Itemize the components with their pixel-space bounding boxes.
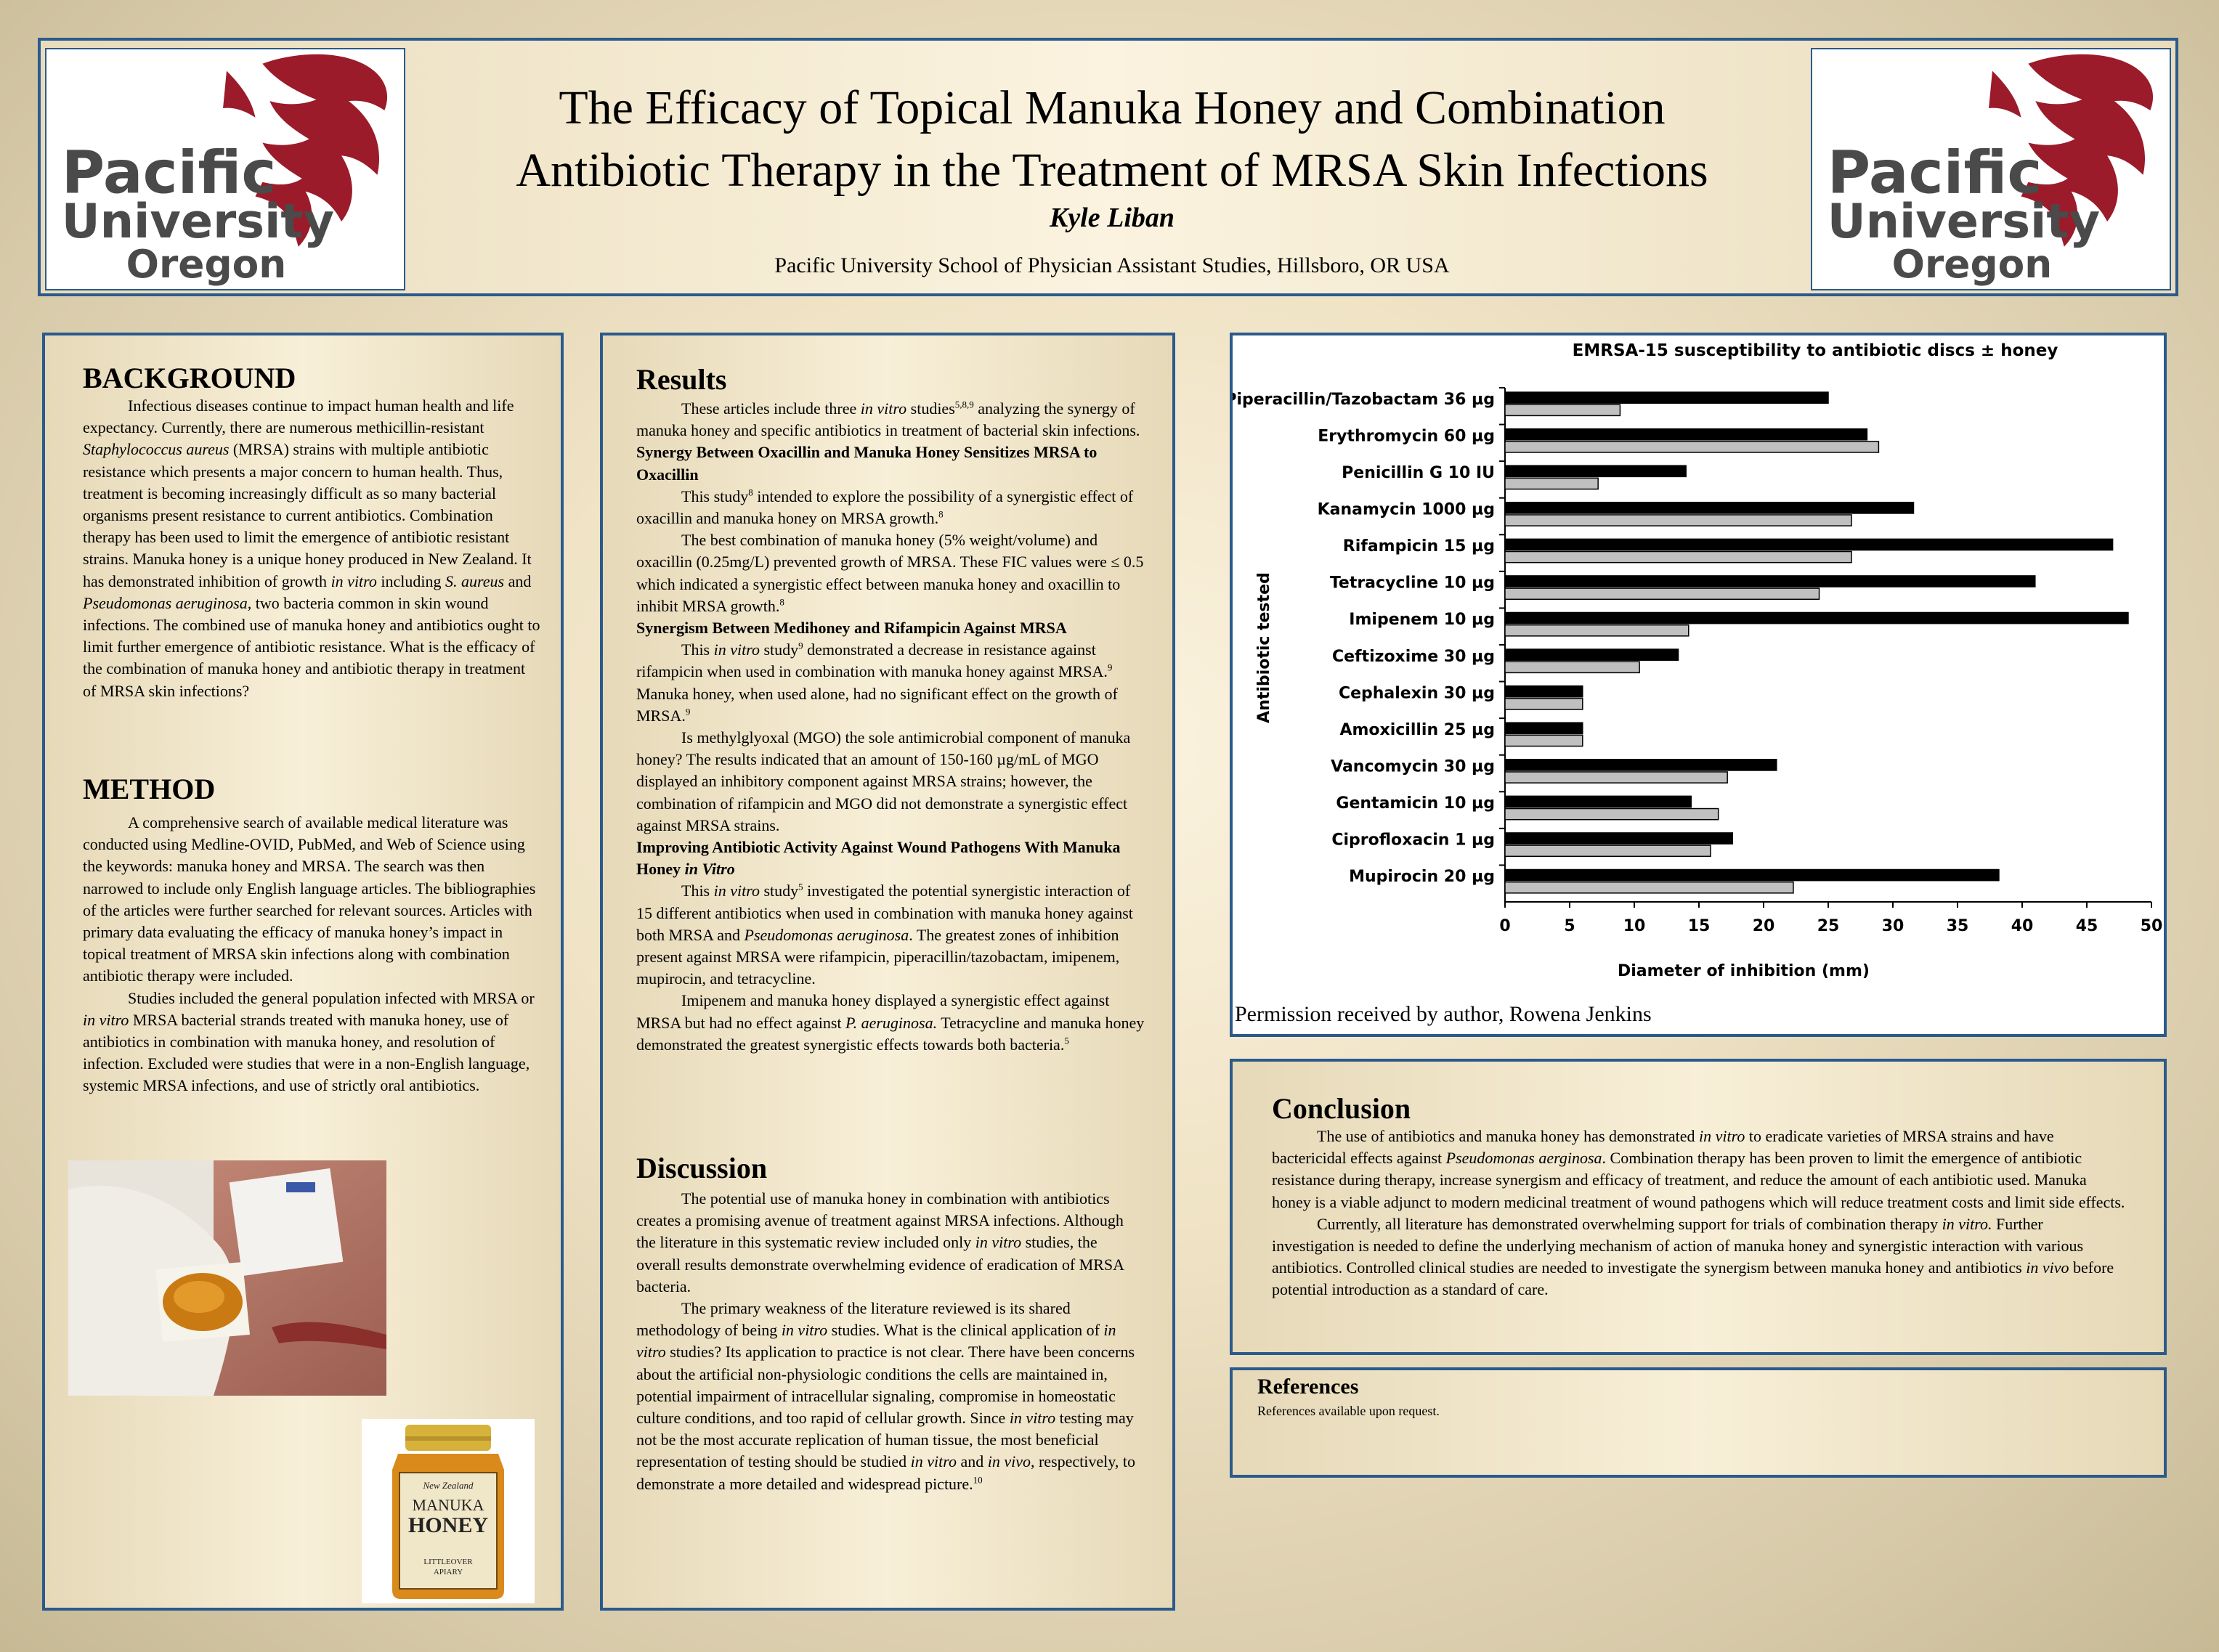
category-label: Imipenem 10 µg <box>1349 611 1495 630</box>
poster-header <box>38 38 2178 296</box>
jar-label-region: New Zealand <box>423 1480 474 1491</box>
bar <box>1505 502 1913 513</box>
pacific-university-logo-right <box>1811 48 2171 290</box>
results-oxacillin-p2: The best combination of manuka honey (5% weight/volume) and oxacillin (0.25mg/L) prevented growth of MRSA. These FIC values were ≤ 0.5 which indicated a synergistic effect between manuka honey and oxacillin to inhibit MRSA growth.$^8$ <box>636 531 1144 615</box>
bar <box>1505 429 1867 440</box>
bar <box>1505 686 1583 697</box>
bar <box>1505 465 1686 476</box>
logo-text-university: University <box>1827 193 2101 249</box>
bar <box>1505 612 2128 623</box>
jar-label-manuka: MANUKA <box>412 1496 484 1514</box>
results-subheading-wound-pathogens: Improving Antibiotic Activity Against Wound Pathogens With Manuka Honey in Vitro <box>636 838 1121 879</box>
results-intro: These articles include three in vitro studies$^{5,8,9}$ analyzing the synergy of manuka honey and specific antibiotics in treatment of bacterial skin infections. <box>636 399 1140 440</box>
left-column <box>42 333 564 1611</box>
references-text: References available upon request. <box>1257 1404 1440 1418</box>
bar <box>1505 833 1732 844</box>
results-heading: Results <box>636 363 727 396</box>
category-label: Amoxicillin 25 µg <box>1339 720 1495 739</box>
category-label: Penicillin G 10 IU <box>1342 463 1495 482</box>
method-heading: METHOD <box>83 773 216 805</box>
background-heading: BACKGROUND <box>83 362 296 394</box>
discussion-heading: Discussion <box>636 1152 768 1184</box>
x-tick-label: 50 <box>2140 917 2163 935</box>
results-wound-p2: Imipenem and manuka honey displayed a synergistic effect against MRSA but had no effect against P. aeruginosa. Tetracycline and manuka honey demonstrated the greatest synergistic effects towards both bacteria.$^5$ <box>636 991 1145 1054</box>
logo-text-pacific: Pacific <box>61 139 277 208</box>
x-tick-label: 5 <box>1564 917 1575 935</box>
category-label: Cephalexin 30 µg <box>1338 684 1495 703</box>
method-text <box>83 812 540 1097</box>
chart-svg <box>1233 335 2164 1001</box>
bar <box>1505 772 1727 783</box>
bar <box>1505 649 1679 660</box>
bar <box>1505 392 1828 403</box>
x-tick-label: 35 <box>1946 917 1969 935</box>
results-rifampicin-p1: This in vitro study$^9$ demonstrated a decrease in resistance against rifampicin when used in combination with manuka honey against MRSA.$^9$ Manuka honey, when used alone, had no significant effect on the growth of MRSA.$^9$ <box>636 640 1118 725</box>
conclusion-panel <box>1230 1059 2167 1355</box>
susceptibility-bar-chart <box>1233 335 2164 1001</box>
manuka-honey-jar-photo <box>362 1419 535 1603</box>
x-tick-label: 40 <box>2011 917 2034 935</box>
bar <box>1505 735 1583 746</box>
permission-note: Permission received by author, Rowena Jenkins <box>1235 1002 1652 1026</box>
x-tick-label: 10 <box>1623 917 1646 935</box>
chart-panel <box>1230 333 2167 1037</box>
method-paragraph-1: A comprehensive search of available medical literature was conducted using Medline-OVID, PubMed, and Web of Science using the keywords: manuka honey and MRSA. The search was then narrowed to include only English language articles. The bibliographies of the articles were further searched for relevant sources. Articles with primary data evaluating the efficacy of manuka honey’s impact in topical treatment of MRSA skin infections along with combination antibiotic therapy were included. <box>83 813 536 985</box>
x-tick-label: 45 <box>2075 917 2098 935</box>
results-wound-p1: This in vitro study$^5$ investigated the potential synergistic interaction of 15 different antibiotics when used in combination with manuka honey against both MRSA and Pseudomonas aeruginosa. The greatest zones of inhibition present against MRSA were rifampicin, piperacillin/tazobactam, imipenem, mupirocin, and tetracycline. <box>636 882 1133 988</box>
conclusion-text <box>1272 1126 2129 1301</box>
background-paragraph: Infectious diseases continue to impact human health and life expectancy. Currently, there are numerous methicillin-resistant Staphylococcus aureus (MRSA) strains with multiple antibiotic resistance which presents a major concern to human health. Thus, treatment is becoming increasingly difficult as so many bacterial organisms present resistance to current antibiotics. Combination therapy has been used to limit the emergence of antibiotic resistant strains. Manuka honey is a unique honey produced in New Zealand. It has demonstrated inhibition of growth in vitro including S. aureus and Pseudomonas aeruginosa, two bacteria common in skin wound infections. The combined use of manuka honey and antibiotics ought to limit further emergence of antibiotic resistance. What is the efficacy of the combination of manuka honey and antibiotic therapy in treatment of MRSA skin infections? <box>83 396 540 700</box>
x-tick-label: 20 <box>1752 917 1775 935</box>
pacific-university-logo-left <box>45 48 405 290</box>
bar <box>1505 625 1689 636</box>
discussion-p2: The primary weakness of the literature reviewed is its shared methodology of being in vitro studies. What is the clinical application of in vitro studies? Its application to practice is not clear. There have been concerns about the artificial non-physiologic conditions the cells are maintained in, potential impairment of intracellular signaling, compromise in homeostatic culture conditions, and too rapid of cellular growth. Since in vitro testing may not be the most accurate replication of human tissue, the most beneficial representation of testing should be studied in vitro and in vivo, respectively, to demonstrate a more detailed and widespread picture.$^{10}$ <box>636 1299 1135 1493</box>
chart-title: EMRSA-15 susceptibility to antibiotic discs ± honey <box>1572 341 2058 360</box>
bar <box>1505 442 1878 452</box>
category-label: Ceftizoxime 30 µg <box>1331 647 1495 666</box>
logo-text-university: University <box>61 193 335 249</box>
logo-text-oregon: Oregon <box>1891 241 2053 288</box>
category-label: Mupirocin 20 µg <box>1349 868 1495 887</box>
bar <box>1505 539 2113 550</box>
jar-label-apiary-1: LITTLEOVER <box>423 1558 473 1566</box>
logo-graphic <box>46 49 404 289</box>
results-subheading-oxacillin: Synergy Between Oxacillin and Manuka Honey Sensitizes MRSA to Oxacillin <box>636 443 1098 484</box>
bar <box>1505 699 1583 709</box>
x-axis-title: Diameter of inhibition (mm) <box>1618 962 1870 980</box>
background-text <box>83 395 540 702</box>
bar <box>1505 760 1777 770</box>
category-label: Kanamycin 1000 µg <box>1317 500 1495 519</box>
method-paragraph-2: Studies included the general population infected with MRSA or in vitro MRSA bacterial strands treated with manuka honey, use of antibiotics in combination with manuka honey, and resolution of infection. Excluded were studies that were in a non-English language, systemic MRSA infections, and use of strictly oral antibiotics. <box>83 988 535 1095</box>
discussion-text <box>636 1188 1145 1495</box>
bar <box>1505 723 1583 733</box>
bar <box>1505 552 1851 563</box>
poster-title <box>418 77 1806 202</box>
bar <box>1505 869 1999 880</box>
category-label: Gentamicin 10 µg <box>1336 794 1495 813</box>
x-tick-label: 25 <box>1817 917 1840 935</box>
title-line-1: The Efficacy of Topical Manuka Honey and Combination <box>559 81 1666 134</box>
category-label: Piperacillin/Tazobactam 36 µg <box>1233 390 1495 409</box>
conclusion-p1: The use of antibiotics and manuka honey has demonstrated in vitro to eradicate varieties of MRSA strains and have bactericidal effects against Pseudomonas aerginosa. Combination therapy has been proven to limit the emergence of antibiotic resistance during therapy, increase synergism and efficacy of treatment, and reduce the amount of each antibiotic used. Manuka honey is a viable adjunct to modern medicinal treatment of wound pathogens which will reduce treatment costs and limit side effects. <box>1272 1127 2125 1211</box>
conclusion-p2: Currently, all literature has demonstrated overwhelming support for trials of combination therapy in vitro. Further investigation is needed to define the underlying mechanism of action of manuka honey and synergistic interaction with various antibiotics. Controlled clinical studies are needed to investigate the synergism between manuka honey and antibiotics in vivo before potential introduction as a standard of care. <box>1272 1214 2114 1299</box>
x-tick-label: 30 <box>1881 917 1904 935</box>
bar <box>1505 796 1691 807</box>
category-label: Vancomycin 30 µg <box>1331 757 1495 776</box>
bar <box>1505 882 1793 893</box>
bar <box>1505 809 1719 820</box>
bar <box>1505 404 1620 415</box>
x-tick-label: 15 <box>1687 917 1711 935</box>
author-name: Kyle Liban <box>1049 203 1175 233</box>
conclusion-heading: Conclusion <box>1272 1092 1411 1125</box>
bar <box>1505 478 1598 489</box>
discussion-p1: The potential use of manuka honey in combination with antibiotics creates a promising avenue of treatment against MRSA infections. Although the literature in this systematic review included only in vitro studies, the overall results demonstrate overwhelming evidence of eradication of MRSA bacteria. <box>636 1189 1124 1295</box>
references-heading: References <box>1257 1375 1359 1399</box>
bar <box>1505 515 1851 526</box>
y-axis-title: Antibiotic tested <box>1255 572 1273 723</box>
jar-label-apiary-2: APIARY <box>433 1568 463 1576</box>
bar <box>1505 588 1820 599</box>
category-label: Rifampicin 15 µg <box>1342 537 1495 556</box>
bar <box>1505 576 2035 587</box>
results-text <box>636 398 1145 1056</box>
category-label: Ciprofloxacin 1 µg <box>1331 831 1495 850</box>
category-label: Tetracycline 10 µg <box>1329 574 1495 593</box>
results-subheading-rifampicin: Synergism Between Medihoney and Rifampicin Against MRSA <box>636 619 1067 638</box>
references-panel <box>1230 1367 2167 1478</box>
wound-photo-graphic <box>68 1160 386 1396</box>
results-rifampicin-p2: Is methylglyoxal (MGO) the sole antimicrobial component of manuka honey? The results indicated that an amount of 150-160 µg/mL of MGO displayed an inhibitory component against MRSA strains; however, the combination of rifampicin and MGO did not demonstrate a synergistic effect against MRSA strains. <box>636 728 1131 834</box>
logo-graphic <box>1812 49 2170 289</box>
x-tick-label: 0 <box>1499 917 1511 935</box>
honey-jar-graphic <box>362 1419 535 1603</box>
bar <box>1505 662 1639 672</box>
category-label: Erythromycin 60 µg <box>1318 427 1495 446</box>
middle-column <box>600 333 1175 1611</box>
results-oxacillin-p1: This study$^8$ intended to explore the possibility of a synergistic effect of oxacillin and manuka honey on MRSA growth.$^8$ <box>636 487 1134 528</box>
wound-honey-photo <box>68 1160 386 1396</box>
logo-text-oregon: Oregon <box>126 241 287 288</box>
jar-label-honey: HONEY <box>407 1513 489 1537</box>
logo-text-pacific: Pacific <box>1827 139 2042 208</box>
title-line-2: Antibiotic Therapy in the Treatment of MRSA Skin Infections <box>516 144 1708 197</box>
affiliation: Pacific University School of Physician Assistant Studies, Hillsboro, OR USA <box>774 253 1450 277</box>
bar <box>1505 845 1711 856</box>
